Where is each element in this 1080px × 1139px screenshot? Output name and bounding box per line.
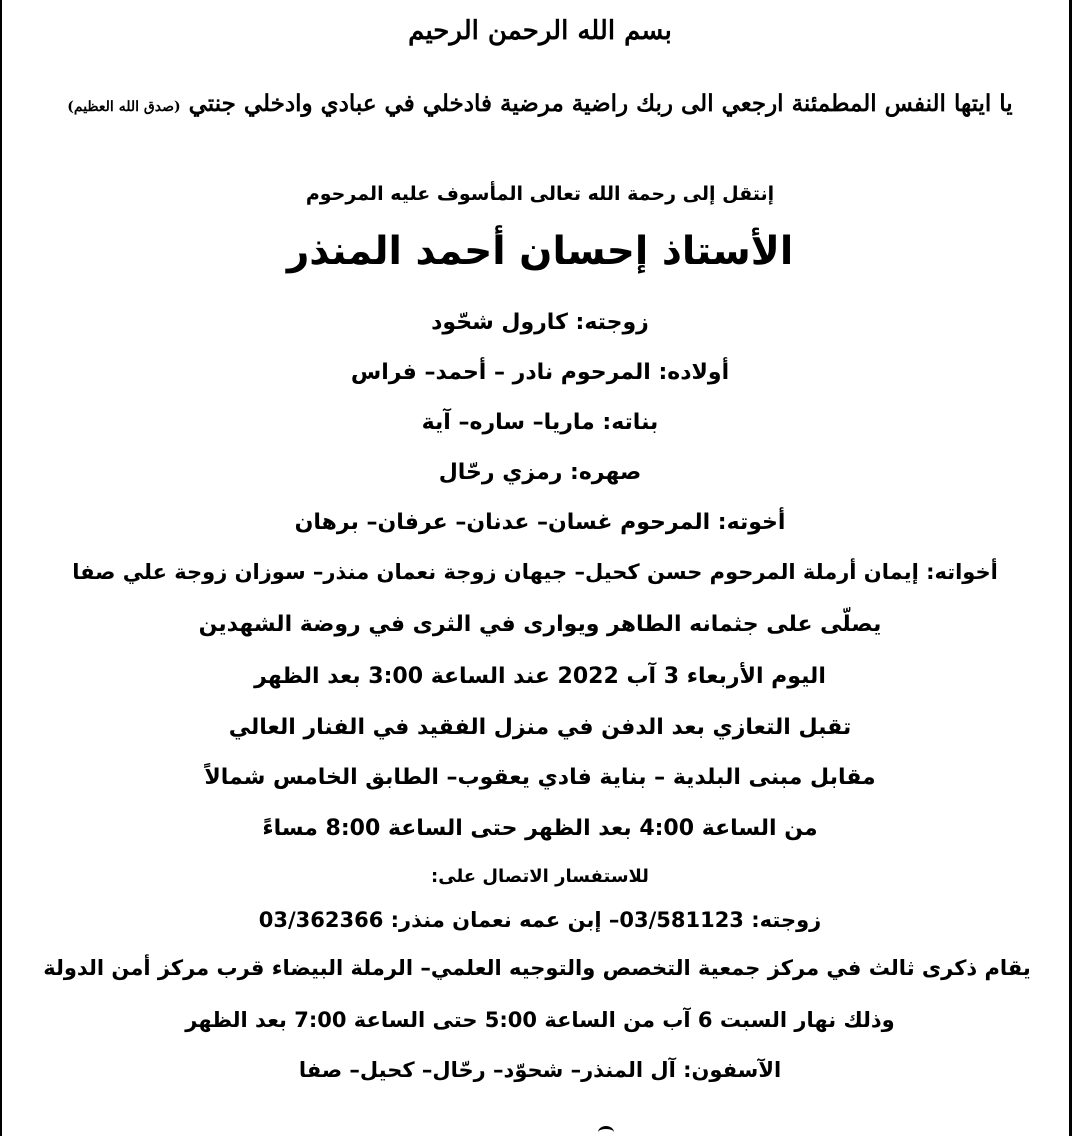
wife-line: زوجته: كارول شحّود	[431, 310, 649, 335]
verse-citation: (صدق الله العظيم)	[67, 99, 181, 115]
son-in-law-line: صهره: رمزي رحّال	[438, 460, 642, 485]
announcement-intro: إنتقل إلى رحمة الله تعالى المأسوف عليه المرحوم	[305, 183, 775, 205]
memorial-time-line: وذلك نهار السبت 6 آب من الساعة 5:00 حتى الساعة 7:00 بعد الظهر	[185, 1008, 895, 1032]
mourners-line: الآسفون: آل المنذر– شحوّد– رحّال– كحيل– صفا	[298, 1058, 782, 1082]
memorial-place-line: يقام ذكرى ثالث في مركز جمعية التخصص والتوجيه العلمي– الرملة البيضاء قرب مركز أمن الدولة	[43, 956, 1031, 980]
daughters-line: بناته: ماريا– ساره– آية	[421, 410, 659, 435]
sons-line: أولاده: المرحوم نادر – أحمد– فراس	[350, 360, 730, 385]
burial-line: يصلّى على جثمانه الطاهر ويوارى في الثرى في روضة الشهدين	[198, 612, 882, 637]
brothers-line: أخوته: المرحوم غسان– عدنان– عرفان– برهان	[294, 510, 786, 535]
condolences-hours-line: من الساعة 4:00 بعد الظهر حتى الساعة 8:00 مساءً	[262, 816, 818, 841]
funeral-date-line: اليوم الأربعاء 3 آب 2022 عند الساعة 3:00 بعد الظهر	[254, 664, 826, 689]
basmala: بسم الله الرحمن الرحيم	[408, 16, 672, 46]
condolences-place-line: تقبل التعازي بعد الدفن في منزل الفقيد في الفنار العالي	[228, 715, 852, 740]
cut-off-mark	[598, 1126, 614, 1139]
quran-verse-text: يا ايتها النفس المطمئنة ارجعي الى ربك راضية مرضية فادخلي في عبادي وادخلي جنتي	[188, 90, 1013, 117]
quran-verse	[20, 92, 1060, 115]
sisters-line: أخواته: إيمان أرملة المرحوم حسن كحيل– جيهان زوجة نعمان منذر– سوزان زوجة علي صفا	[72, 560, 998, 584]
deceased-name: الأستاذ إحسان أحمد المنذر	[286, 229, 794, 274]
contact-heading: للاستفسار الاتصال على:	[431, 866, 649, 887]
condolences-address-line: مقابل مبنى البلدية – بناية فادي يعقوب– الطابق الخامس شمالاً	[204, 765, 876, 790]
contact-numbers: زوجته: 03/581123– إبن عمه نعمان منذر: 03/362366	[258, 908, 822, 932]
